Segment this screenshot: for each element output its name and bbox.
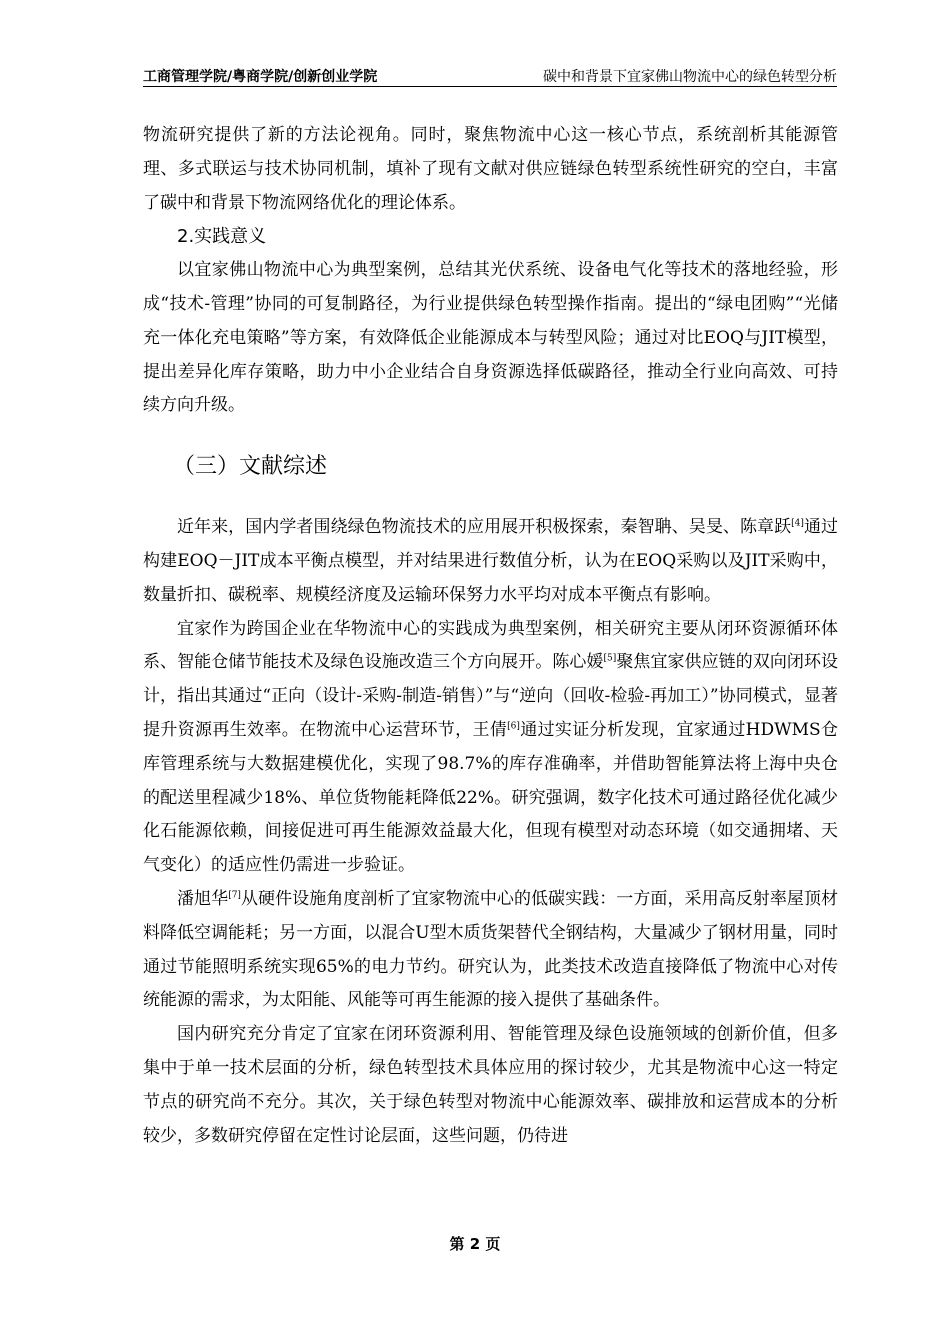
header-school: 工商管理学院/粤商学院/创新创业学院 <box>143 69 378 85</box>
page-number: 第 2 页 <box>449 1235 501 1253</box>
header-thesis-title: 碳中和背景下宜家佛山物流中心的绿色转型分析 <box>543 69 837 85</box>
text-segment: 聚焦宜家供应链的双向闭环设计，指出其通过“正向（设计-采购-制造-销售）”与“逆向（回收-检验-再加工）”协同模式，显著提升资源再生效率。在物流中心运营环节，王倩 <box>143 652 839 740</box>
text-segment: 宜家作为跨国企业在华物流中心的实践成为典型案例，相关研究主要从闭环资源循环体系、智能仓储节能技术及绿色设施改造三个方向展开。陈心媛 <box>143 618 838 673</box>
paragraph-literature-3 <box>143 883 838 1018</box>
section-heading-literature-review: （三）文献综述 <box>173 454 328 480</box>
page-header <box>143 66 837 87</box>
text-segment: 通过构建EOQ－JIT成本平衡点模型，并对结果进行数值分析，认为在EOQ采购以及JIT采购中，数量折扣、碳税率、规模经济度及运输环保努力水平均对成本平衡点有影响。 <box>143 517 839 605</box>
page-body <box>143 119 838 1153</box>
text-segment: 从硬件设施角度剖析了宜家物流中心的低碳实践：一方面，采用高反射率屋顶材料降低空调能耗；另一方面，以混合U型木质货架替代全钢结构，大量减少了钢材用量，同时通过节能照明系统实现65%的电力节约。研究认为，此类技术改造直接降低了物流中心对传统能源的需求，为太阳能、风能等可再生能源的接入提供了基础条件。 <box>143 888 839 1011</box>
paragraph-literature-2 <box>143 613 838 883</box>
citation-7: [7] <box>228 890 241 901</box>
text-segment: 潘旭华 <box>177 888 229 909</box>
paragraph-theory-continued: 物流研究提供了新的方法论视角。同时，聚焦物流中心这一核心节点，系统剖析其能源管理、多式联运与技术协同机制，填补了现有文献对供应链绿色转型系统性研究的空白，丰富了碳中和背景下物流网络优化的理论体系。 <box>143 125 838 213</box>
citation-5: [5] <box>603 653 617 664</box>
subheading-practical-significance: 2.实践意义 <box>177 226 267 248</box>
paragraph-literature-summary: 国内研究充分肯定了宜家在闭环资源利用、智能管理及绿色设施领域的创新价值，但多集中于单一技术层面的分析，绿色转型技术具体应用的探讨较少，尤其是物流中心这一特定节点的研究尚不充分。其次，关于绿色转型对物流中心能源效率、碳排放和运营成本的分析较少，多数研究停留在定性讨论层面，这些问题，仍待进 <box>143 1024 838 1146</box>
citation-4: [4] <box>791 518 804 529</box>
text-segment: 通过实证分析发现，宜家通过HDWMS仓库管理系统与大数据建模优化，实现了98.7%的库存准确率，并借助智能算法将上海中央仓的配送里程减少18%、单位货物能耗降低22%。研究强调，数字化技术可通过路径优化减少化石能源依赖，间接促进可再生能源效益最大化，但现有模型对动态环境（如交通拥堵、天气变化）的适应性仍需进一步验证。 <box>143 719 838 876</box>
paragraph-practical-significance: 以宜家佛山物流中心为典型案例，总结其光伏系统、设备电气化等技术的落地经验，形成“技术-管理”协同的可复制路径，为行业提供绿色转型操作指南。提出的“绿电团购”“光储充一体化充电策略”等方案，有效降低企业能源成本与转型风险；通过对比EOQ与JIT模型，提出差异化库存策略，助力中小企业结合自身资源选择低碳路径，推动全行业向高效、可持续方向升级。 <box>143 260 838 416</box>
paragraph-literature-1 <box>143 511 838 612</box>
text-segment: 近年来，国内学者围绕绿色物流技术的应用展开积极探索，秦智聃、吴旻、陈章跃 <box>177 517 792 538</box>
citation-6: [6] <box>507 721 520 732</box>
